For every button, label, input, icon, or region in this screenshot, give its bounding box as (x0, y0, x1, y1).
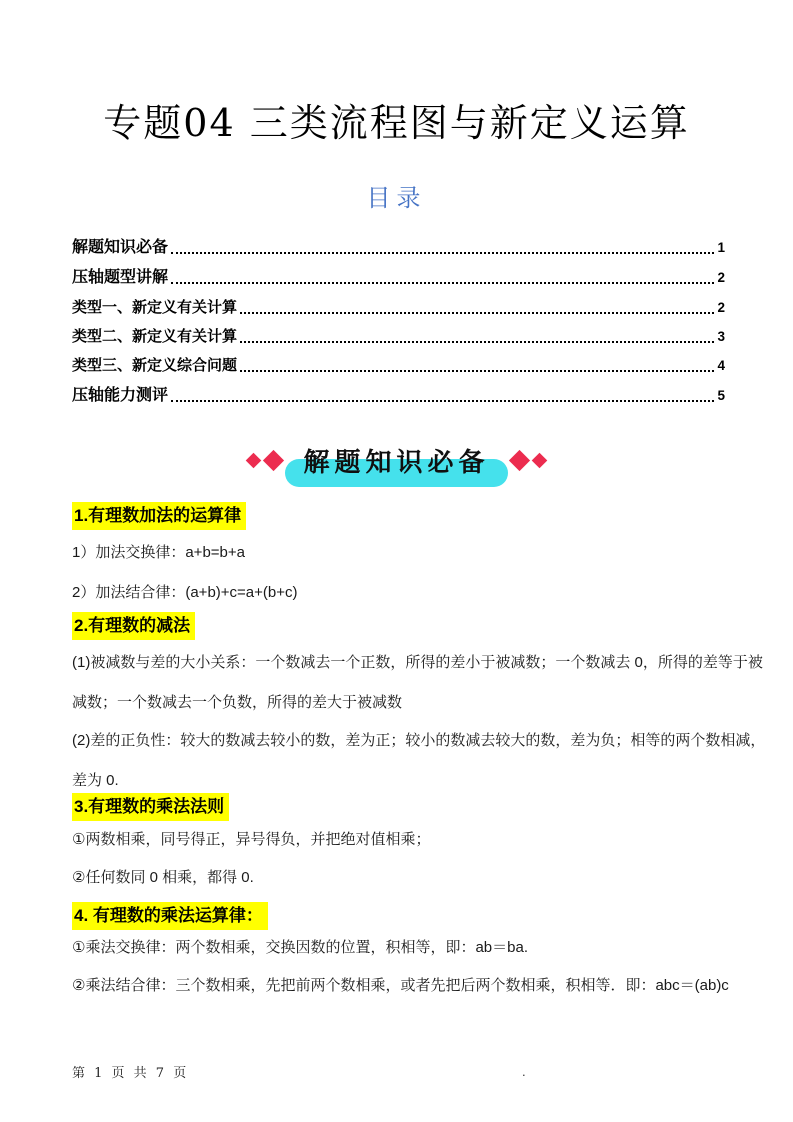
body-text-line: (1)被减数与差的大小关系：一个数减去一个正数，所得的差小于被减数；一个数减去 0，所得的差等于被 (72, 654, 763, 671)
red-diamond-icon (508, 449, 529, 470)
body-text-line: 1）加法交换律：a+b=b+a (72, 544, 245, 561)
section-heading-row (72, 902, 733, 930)
red-diamond-icon (531, 452, 547, 468)
toc-item-label: 压轴能力测评 (72, 386, 169, 404)
toc-dotted-leader (240, 340, 714, 343)
toc-item (72, 233, 725, 257)
badge-label: 解题知识必备 (303, 446, 490, 477)
section-heading-row (72, 502, 733, 530)
toc-page-number: 3 (717, 329, 725, 345)
body-text-line: 2）加法结合律：(a+b)+c=a+(b+c) (72, 584, 298, 601)
toc-item (72, 381, 725, 405)
body-text-line: (2)差的正负性：较大的数减去较小的数，差为正；较小的数减去较大的数，差为负；相等的两个数相减， (72, 732, 766, 749)
toc-item-label: 压轴题型讲解 (72, 268, 169, 286)
red-diamond-icon (263, 449, 284, 470)
toc-dotted-leader (240, 311, 714, 314)
stray-period-mark: . (522, 1064, 526, 1079)
section-heading-highlighted: 3.有理数的乘法法则 (72, 793, 229, 821)
toc-item (72, 263, 725, 287)
toc-item-label: 类型二、新定义有关计算 (72, 328, 238, 345)
toc-item-label: 类型三、新定义综合问题 (72, 357, 238, 374)
toc-heading: 目录 (366, 184, 427, 212)
page-title: 专题04 三类流程图与新定义运算 (103, 101, 690, 145)
toc-dotted-leader (171, 251, 714, 254)
toc-page-number: 5 (717, 388, 725, 404)
toc-page-number: 1 (717, 240, 725, 256)
body-text-line: ①两数相乘，同号得正，异号得负，并把绝对值相乘； (72, 831, 431, 848)
toc-dotted-leader (171, 399, 714, 402)
toc-item-label: 解题知识必备 (72, 238, 169, 256)
badge-core (297, 442, 495, 479)
toc-item (72, 351, 725, 375)
body-text-line: ①乘法交换律：两个数相乘，交换因数的位置，积相等，即：ab＝ba. (72, 939, 528, 956)
toc-dotted-leader (171, 281, 714, 284)
toc-item-label: 类型一、新定义有关计算 (72, 299, 238, 316)
section-heading-row (72, 793, 733, 821)
footer-page-number: 第 1 页 共 7 页 (72, 1066, 189, 1081)
toc-page-number: 2 (717, 300, 725, 316)
section-badge (0, 437, 793, 483)
toc-dotted-leader (240, 369, 714, 372)
toc-item (72, 322, 725, 346)
section-heading-row (72, 612, 733, 640)
toc-page-number: 2 (717, 270, 725, 286)
body-text-line: 减数；一个数减去一个负数，所得的差大于被减数 (72, 694, 403, 711)
body-text-line: ②任何数同 0 相乘，都得 0. (72, 869, 254, 886)
section-heading-highlighted: 4. 有理数的乘法运算律： (72, 902, 268, 930)
diamond-group-right (512, 453, 545, 468)
body-text-line: 差为 0. (72, 772, 119, 789)
toc-page-number: 4 (717, 358, 725, 374)
diamond-group-left (248, 453, 281, 468)
section-heading-highlighted: 1.有理数加法的运算律 (72, 502, 246, 530)
body-text-line: ②乘法结合律：三个数相乘，先把前两个数相乘，或者先把后两个数相乘，积相等．即：abc＝(ab)c (72, 977, 729, 994)
toc-item (72, 293, 725, 317)
section-heading-highlighted: 2.有理数的减法 (72, 612, 195, 640)
red-diamond-icon (246, 452, 262, 468)
